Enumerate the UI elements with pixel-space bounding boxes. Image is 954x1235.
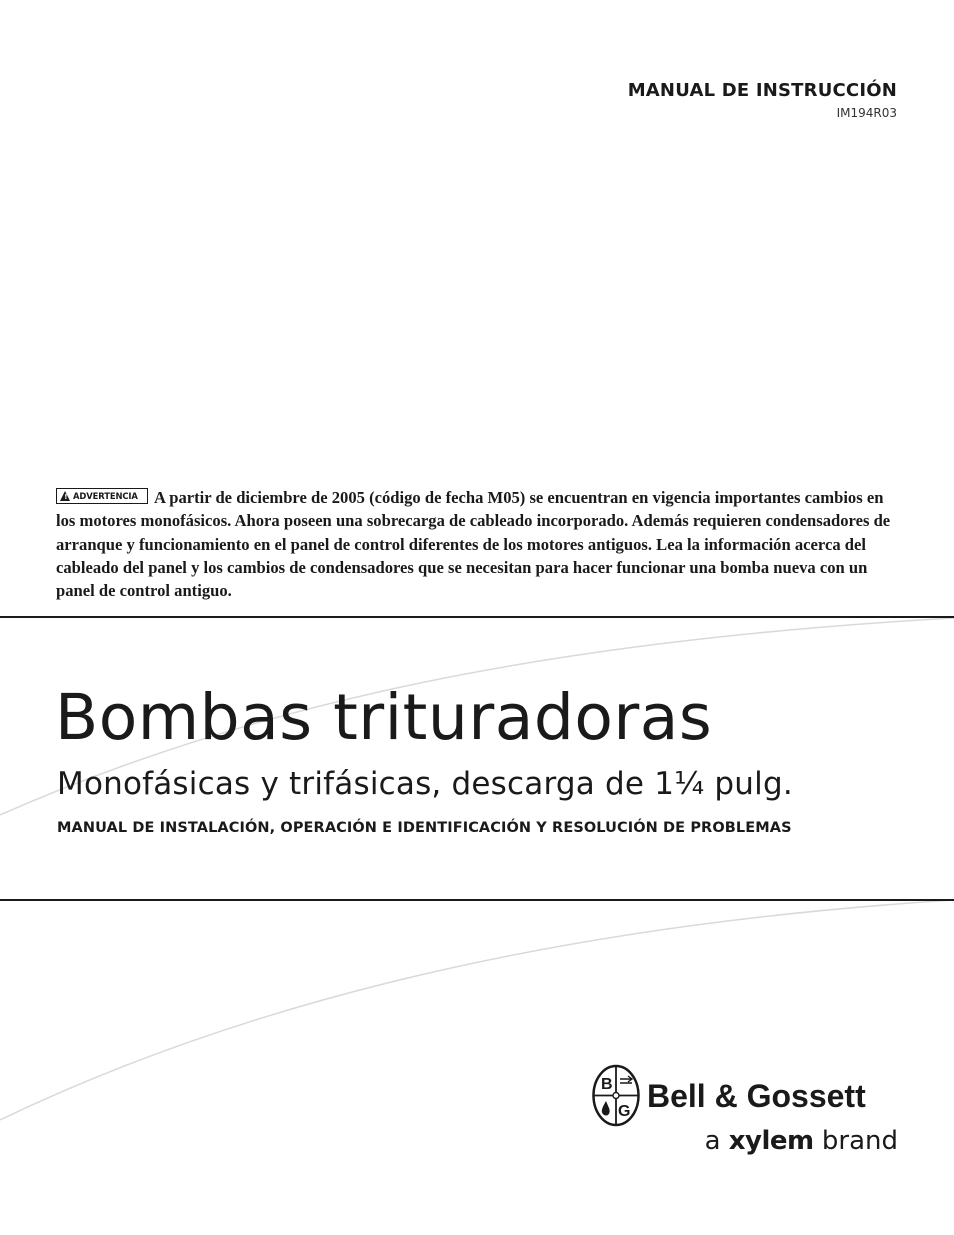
manual-type-label: MANUAL DE INSTALACIÓN, OPERACIÓN E IDENTIFICACIÓN Y RESOLUCIÓN DE PROBLEMAS bbox=[57, 820, 792, 836]
logo-letter-g: G bbox=[618, 1103, 631, 1120]
tagline-suffix: brand bbox=[821, 1126, 898, 1156]
document-code: IM194R03 bbox=[836, 106, 897, 120]
warning-text: A partir de diciembre de 2005 (código de fecha M05) se encuentran en vigencia importantes cambios en los motores monofásicos. Ahora poseen una sobrecarga de cableado incorporado. Además requieren condensadores de arranque y funcionamiento en el panel de control diferentes de los motores antiguos. Lea la información acerca del cableado del panel y los cambios de condensadores que se necesitan para hacer funcionar una bomba nueva con un panel de control antiguo. bbox=[56, 488, 891, 601]
manual-label: MANUAL DE INSTRUCCIÓN bbox=[627, 80, 897, 101]
brand-tagline bbox=[705, 1124, 898, 1158]
tagline-prefix: a bbox=[704, 1126, 721, 1156]
divider-top bbox=[0, 616, 954, 618]
brand-name: Bell & Gossett bbox=[647, 1078, 866, 1114]
warning-badge: ! ADVERTENCIA bbox=[56, 488, 148, 504]
warning-badge-label: ADVERTENCIA bbox=[73, 491, 138, 501]
page-subtitle: Monofásicas y trifásicas, descarga de 1¼ pulg. bbox=[57, 766, 793, 802]
page-title: Bombas trituradoras bbox=[55, 681, 713, 754]
brand-block bbox=[590, 1064, 900, 1164]
document-header bbox=[628, 80, 897, 120]
tagline-company: xylem bbox=[728, 1126, 814, 1156]
divider-bottom bbox=[0, 899, 954, 901]
logo-letter-b: B bbox=[601, 1076, 613, 1093]
bell-gossett-logo-icon bbox=[592, 1064, 640, 1127]
warning-notice bbox=[56, 486, 898, 602]
